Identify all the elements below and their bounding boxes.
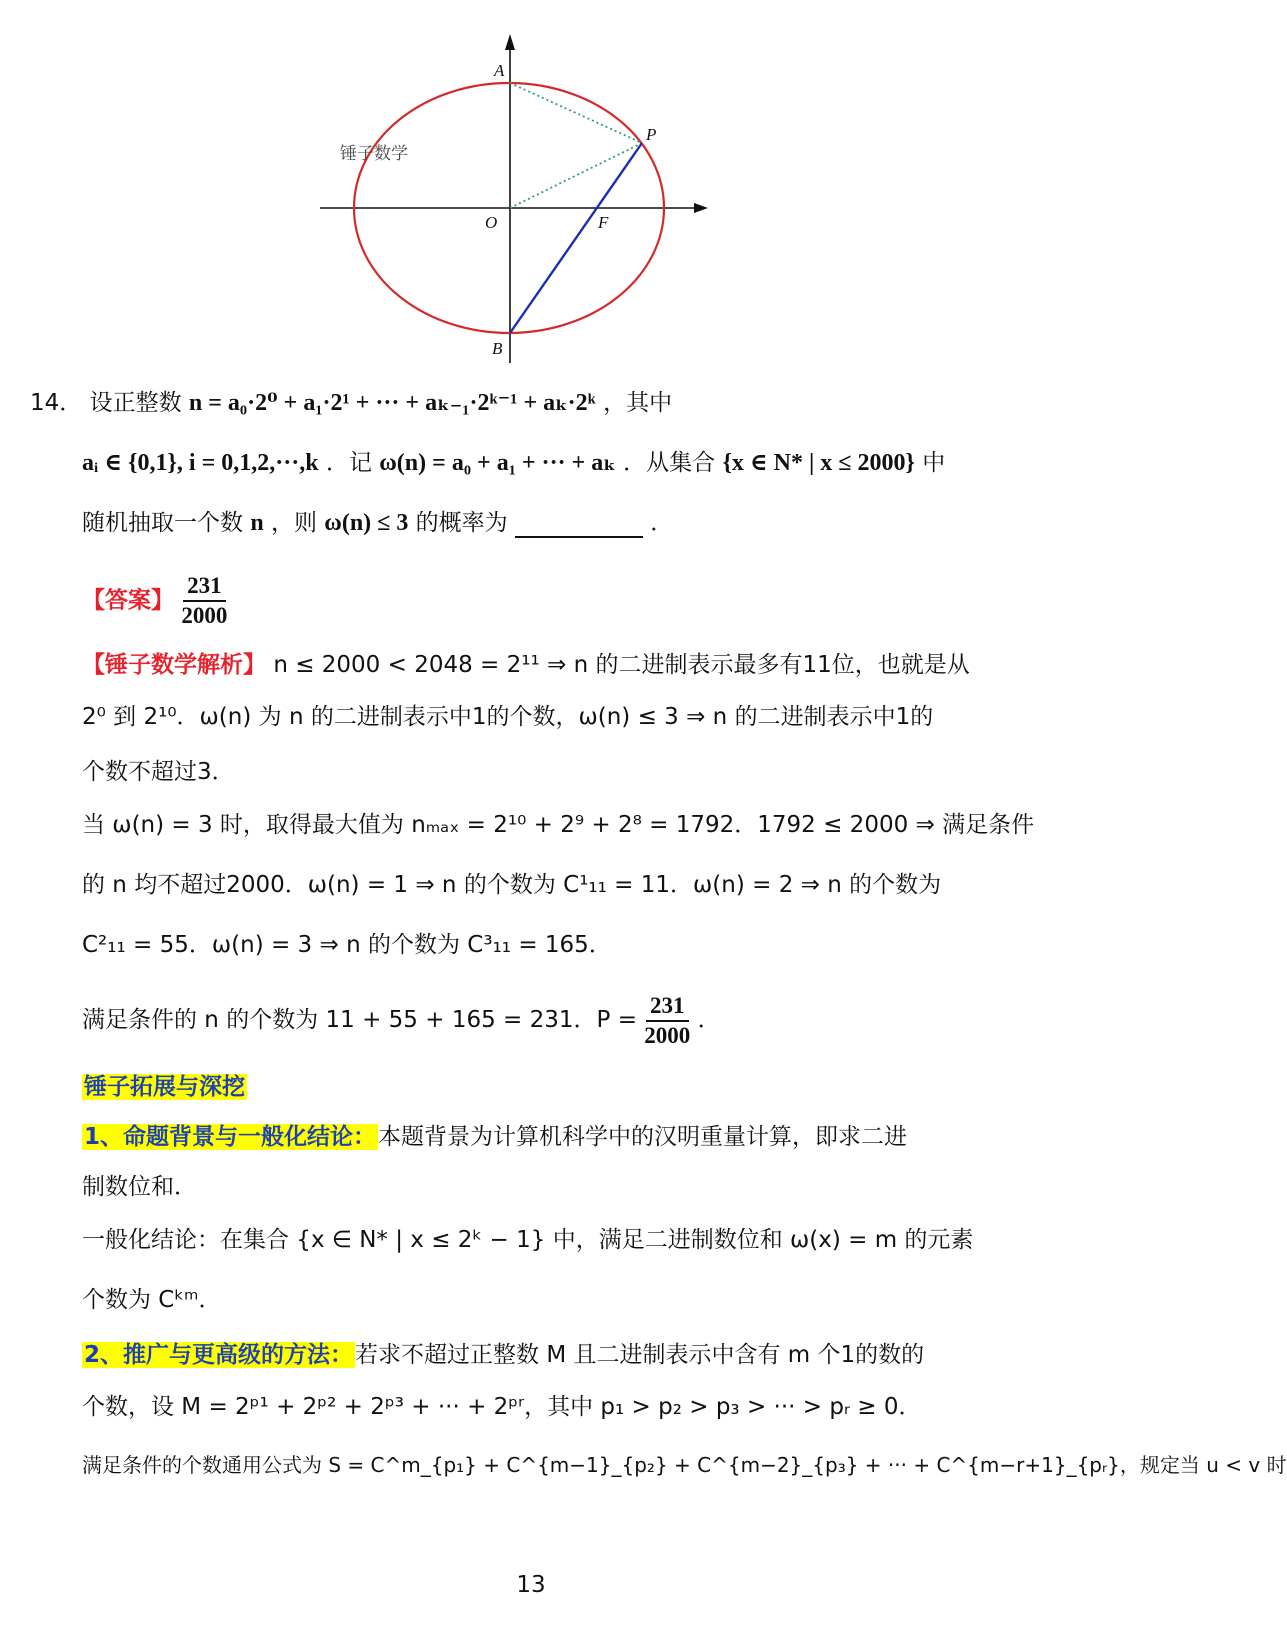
section-1-text: 个数为 Cᵏᵐ． (82, 1287, 222, 1313)
analysis-text: 的 n 均不超过2000．ω(n) = 1 ⇒ n 的个数为 C¹₁₁ = 11．ω(n) = 2 ⇒ n 的个数为 (82, 872, 942, 898)
analysis-label: 【锤子数学解析】 (82, 652, 266, 678)
formula: ω(n) = a₀ + a₁ + ··· + aₖ (379, 450, 616, 476)
answer-line (82, 572, 227, 630)
analysis-line-1 (82, 650, 970, 680)
section-1-line-1 (82, 1122, 907, 1152)
watermark: 锤子数学 (340, 144, 408, 164)
analysis-text: n ≤ 2000 < 2048 = 2¹¹ ⇒ n 的二进制表示最多有11位，也就是从 (273, 652, 970, 678)
answer-denominator: 2000 (181, 603, 228, 628)
section-1-text: 制数位和． (82, 1174, 197, 1200)
section-2-label: 2、推广与更高级的方法： (84, 1342, 354, 1368)
section-2-line-3 (82, 1450, 1287, 1480)
probability-denominator: 2000 (644, 1022, 691, 1048)
analysis-line-4 (82, 810, 1034, 840)
problem-text: 中 (922, 450, 946, 476)
label-B: B (492, 339, 503, 358)
section-1-line-4 (82, 1285, 222, 1315)
section-1-line-3 (82, 1225, 973, 1255)
problem-text: ，则 (270, 510, 317, 536)
formula: ω(n) ≤ 3 (324, 510, 409, 536)
section-1-text: 本题背景为计算机科学中的汉明重量计算，即求二进 (378, 1124, 908, 1150)
analysis-text: 2⁰ 到 2¹⁰．ω(n) 为 n 的二进制表示中1的个数，ω(n) ≤ 3 ⇒ n 的二进制表示中1的 (82, 704, 934, 730)
analysis-line-6 (82, 930, 612, 960)
formula: n (250, 510, 264, 536)
analysis-line-5 (82, 870, 941, 900)
probability-fraction (644, 992, 690, 1050)
label-F: F (598, 213, 609, 232)
answer-blank (515, 512, 643, 538)
analysis-text: 当 ω(n) = 3 时，取得最大值为 nₘₐₓ = 2¹⁰ + 2⁹ + 2⁸ = 1792．1792 ≤ 2000 ⇒ 满足条件 (82, 812, 1035, 838)
analysis-text: 个数不超过3． (82, 759, 235, 785)
problem-line-2 (82, 448, 945, 478)
formula: aᵢ ∈ {0,1}, i = 0,1,2,···,k (82, 450, 319, 476)
segment-BP (510, 143, 642, 333)
answer-fraction (181, 572, 227, 630)
analysis-text: 满足条件的 n 的个数为 11 + 55 + 165 = 231．P = (82, 1007, 637, 1033)
page-number: 13 (516, 1572, 546, 1598)
problem-text: ．从集合 (623, 450, 716, 476)
section-2-text: 若求不超过正整数 M 且二进制表示中含有 m 个1的数的 (355, 1342, 925, 1368)
dotted-line-OP (510, 143, 642, 208)
section-1-label: 1、命题背景与一般化结论： (84, 1124, 377, 1150)
answer-label: 【答案】 (82, 587, 174, 614)
problem-text: ，其中 (603, 390, 673, 416)
x-axis-arrow (694, 203, 708, 213)
section-1-line-2 (82, 1172, 197, 1202)
section-2-text: 个数，设 M = 2ᵖ¹ + 2ᵖ² + 2ᵖ³ + ··· + 2ᵖʳ，其中 p₁ > p₂ > p₃ > ··· > pᵣ ≥ 0． (82, 1394, 922, 1420)
problem-text: ． (650, 510, 674, 536)
problem-line-3 (82, 508, 673, 538)
section-1-text: 一般化结论：在集合 {x ∈ N* | x ≤ 2ᵏ − 1} 中，满足二进制数位和 ω(x) = m 的元素 (82, 1227, 974, 1253)
analysis-text: C²₁₁ = 55．ω(n) = 3 ⇒ n 的个数为 C³₁₁ = 165． (82, 932, 612, 958)
y-axis-arrow (505, 34, 515, 50)
formula: n = a₀·2⁰ + a₁·2¹ + ··· + aₖ₋₁·2ᵏ⁻¹ + aₖ·2ᵏ (188, 390, 596, 416)
section-2-line-2 (82, 1392, 921, 1422)
problem-text: ．记 (325, 450, 372, 476)
problem-number: 14． (30, 390, 83, 416)
label-P: P (646, 125, 657, 144)
problem-line-1 (30, 388, 672, 418)
analysis-line-3 (82, 757, 235, 787)
formula: {x ∈ N* | x ≤ 2000} (722, 450, 915, 476)
label-A: A (494, 61, 505, 80)
label-O: O (485, 213, 498, 232)
extension-title: 锤子拓展与深挖 (84, 1074, 245, 1100)
problem-text: 设正整数 (89, 390, 182, 416)
extension-title-line (82, 1072, 247, 1102)
ellipse-figure (320, 28, 720, 368)
analysis-line-2 (82, 702, 933, 732)
dotted-line-AP (510, 83, 642, 143)
section-2-line-1 (82, 1340, 924, 1370)
analysis-text: ． (697, 1007, 721, 1033)
answer-numerator: 231 (183, 572, 226, 602)
analysis-line-7 (82, 990, 721, 1050)
section-2-text: 满足条件的个数通用公式为 S = C^m_{p₁} + C^{m−1}_{p₂} + C^{m−2}_{p₃} + ··· + C^{m−r+1}_{pᵣ}，规定当 u < v 时 (82, 1453, 1287, 1477)
probability-numerator: 231 (646, 992, 689, 1022)
problem-text: 随机抽取一个数 (82, 510, 243, 536)
problem-text: 的概率为 (415, 510, 508, 536)
